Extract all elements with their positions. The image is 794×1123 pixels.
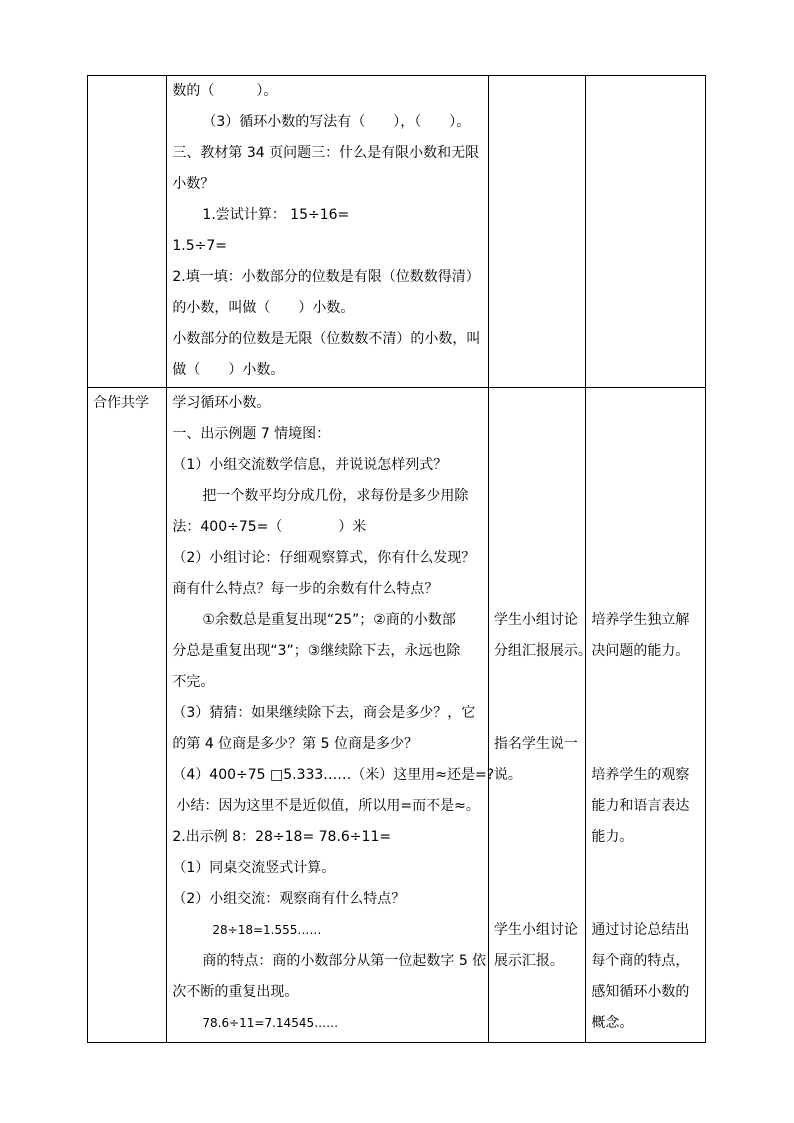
stage-cell [88,388,167,1043]
text-line: （4）400÷75 □5.333……（米）这里用≈还是=? [172,767,495,783]
text-line: （3）循环小数的写法有（ ），（ ）。 [202,114,471,130]
text-line: 分总是重复出现“3”；③继续除下去，永远也除 [172,643,461,659]
design-intent-cell-empty [586,76,706,388]
text-line: 概念。 [591,1015,634,1031]
text-line: （1）小组交流数学信息，并说说怎样列式？ [172,457,448,473]
table-row [88,388,706,1043]
text-line: 78.6÷11=7.14545…… [202,1016,339,1030]
text-line: 说。 [493,767,522,783]
text-line: 商有什么特点？每一步的余数有什么特点？ [172,581,439,597]
text-line: 指名学生说一 [493,736,578,752]
text-line: 数的（ ）。 [172,83,278,99]
text-line: 三、教材第 34 页问题三：什么是有限小数和无限 [172,145,480,161]
text-line: 1.尝试计算： 15÷16= [202,207,350,223]
text-line: 的第 4 位商是多少？第 5 位商是多少？ [172,736,418,752]
text-line: 做（ ）小数。 [172,362,285,378]
text-line: 28÷18=1.555…… [212,923,322,937]
text-line: ①余数总是重复出现“25”；②商的小数部 [202,612,456,628]
text-line: 不完。 [172,674,215,690]
activity-cell [167,388,495,1043]
text-line: 一、出示例题 7 情境图： [172,426,331,442]
text-line: 学生小组讨论 [493,922,578,938]
text-line: 培养学生的观察 [591,767,690,783]
text-line: 商的特点：商的小数部分从第一位起数字 5 依 [202,953,487,969]
activity-cell [167,76,489,388]
text-line: 能力。 [591,829,634,845]
text-line: 每个商的特点， [591,953,690,969]
text-line: 能力和语言表达 [591,798,690,814]
stage-label: 合作共学 [93,395,149,411]
text-line: （3）猜猜：如果继续除下去，商会是多少？，它 [172,705,476,721]
text-line: 展示汇报。 [493,953,564,969]
text-line: 决问题的能力。 [591,643,690,659]
text-line: 次不断的重复出现。 [172,984,299,1000]
text-line: 2.出示例 8：28÷18= 78.6÷11= [172,829,392,845]
text-line: 学习循环小数。 [172,395,271,411]
table-row [88,76,706,388]
text-line: （1）同桌交流竖式计算。 [172,860,336,876]
text-line: 培养学生独立解 [591,612,690,628]
text-line: 2.填一填：小数部分的位数是有限（位数数得清） [172,269,480,285]
text-line: 分组汇报展示。 [493,643,592,659]
text-line: 学生小组讨论 [493,612,578,628]
text-line: 小数部分的位数是无限（位数数不清）的小数，叫 [172,331,481,347]
text-line: 通过讨论总结出 [591,922,690,938]
text-line: 的小数，叫做（ ）小数。 [172,300,355,316]
text-line: 1.5÷7= [172,238,228,254]
student-activity-cell [488,388,592,1043]
text-line: 法：400÷75=（ ）米 [172,519,367,535]
text-line: 小结：因为这里不是近似值，所以用=而不是≈。 [176,798,480,814]
stage-cell-empty [88,76,167,388]
text-line: 感知循环小数的 [591,984,690,1000]
student-activity-cell-empty [488,76,585,388]
text-line: 小数？ [172,176,215,192]
text-line: （2）小组交流：观察商有什么特点？ [172,891,406,907]
lesson-plan-table [87,75,706,1043]
design-intent-cell [586,388,706,1043]
text-line: （2）小组讨论：仔细观察算式，你有什么发现？ [172,550,476,566]
text-line: 把一个数平均分成几份，求每份是多少用除 [202,488,469,504]
